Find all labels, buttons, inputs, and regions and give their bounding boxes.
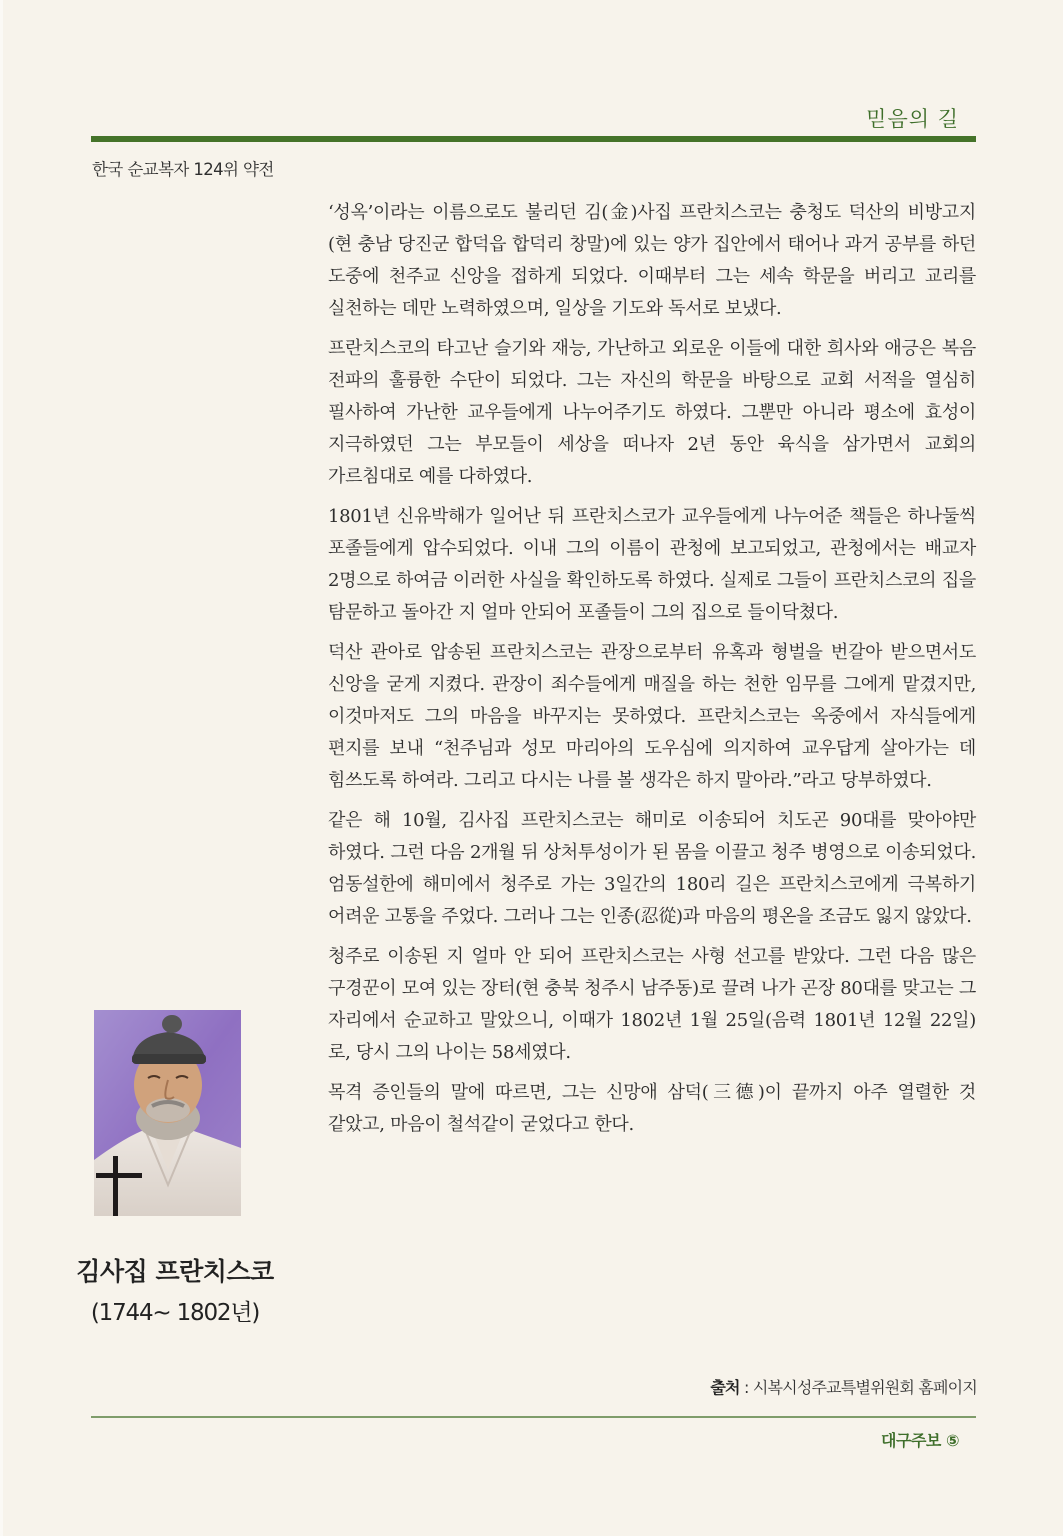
article-paragraph: 목격 증인들의 말에 따르면, 그는 신망애 삼덕(三德)이 끝까지 아주 열렬한 것 같았고, 마음이 철석같이 굳었다고 한다. bbox=[328, 1082, 976, 1135]
section-title: 믿음의 길 bbox=[866, 107, 959, 131]
article-paragraph: 같은 해 10월, 김사집 프란치스코는 해미로 이송되어 치도곤 90대를 맞아야만 하였다. 그런 다음 2개월 뒤 상처투성이가 된 몸을 이끌고 청주 병영으로 이송되었다. 엄동설한에 해미에서 청주로 가는 3일간의 180리 길은 프란치스코에게 극복하기 어려운 고통을 주었다. 그러나 그는 인종(忍從)과 마음의 평온을 조금도 잃지 않았다. bbox=[328, 810, 976, 927]
article-paragraph: 프란치스코의 타고난 슬기와 재능, 가난하고 외로운 이들에 대한 희사와 애긍은 복음 전파의 훌륭한 수단이 되었다. 그는 자신의 학문을 바탕으로 교회 서적을 열심히 필사하여 가난한 교우들에게 나누어주기도 하였다. 그뿐만 아니라 평소에 효성이 지극하였던 그는 부모들이 세상을 떠나자 2년 동안 육식을 삼가면서 교회의 가르침대로 예를 다하였다. bbox=[328, 338, 976, 487]
article-paragraph: 청주로 이송된 지 얼마 안 되어 프란치스코는 사형 선고를 받았다. 그런 다음 많은 구경꾼이 모여 있는 장터(현 충북 청주시 남주동)로 끌려 나가 곤장 80대를 맞고는 그 자리에서 순교하고 말았으니, 이때가 1802년 1월 25일(음력 1801년 12월 22일)로, 당시 그의 나이는 58세였다. bbox=[328, 946, 976, 1063]
series-label: 한국 순교복자 124위 약전 bbox=[92, 160, 274, 179]
footer-divider bbox=[91, 1416, 976, 1418]
source-credit bbox=[710, 1375, 977, 1398]
article-body bbox=[328, 197, 976, 1149]
article-paragraph: 덕산 관아로 압송된 프란치스코는 관장으로부터 유혹과 형벌을 번갈아 받으면서도 신앙을 굳게 지켰다. 관장이 죄수들에게 매질을 하는 천한 임무를 그에게 맡겼지만, 이것마저도 그의 마음을 바꾸지는 못하였다. 프란치스코는 옥중에서 자식들에게 편지를 보내 “천주님과 성모 마리아의 도우심에 의지하여 교우답게 살아가는 데 힘쓰도록 하여라. 그리고 다시는 나를 볼 생각은 하지 말아라.”라고 당부하였다. bbox=[328, 642, 976, 791]
portrait-image bbox=[94, 1010, 241, 1216]
source-separator: : bbox=[739, 1378, 753, 1397]
header-divider bbox=[91, 136, 976, 142]
source-text: 시복시성주교특별위원회 홈페이지 bbox=[752, 1378, 977, 1397]
publication-page-label: 대구주보 ⑤ bbox=[881, 1431, 959, 1450]
portrait-illustration bbox=[94, 1010, 241, 1216]
martyr-name: 김사집 프란치스코 bbox=[76, 1257, 274, 1286]
article-paragraph: ‘성옥’이라는 이름으로도 불리던 김(金)사집 프란치스코는 충청도 덕산의 비방고지(현 충남 당진군 합덕읍 합덕리 창말)에 있는 양가 집안에서 태어나 과거 공부를 하던 도중에 천주교 신앙을 접하게 되었다. 이때부터 그는 세속 학문을 버리고 교리를 실천하는 데만 노력하였으며, 일상을 기도와 독서로 보냈다. bbox=[328, 202, 976, 319]
source-label: 출처 bbox=[710, 1378, 740, 1397]
martyr-years: (1744~ 1802년) bbox=[90, 1300, 260, 1326]
page-edge bbox=[0, 0, 3, 1536]
article-paragraph: 1801년 신유박해가 일어난 뒤 프란치스코가 교우들에게 나누어준 책들은 하나둘씩 포졸들에게 압수되었다. 이내 그의 이름이 관청에 보고되었고, 관청에서는 배교자 2명으로 하여금 이러한 사실을 확인하도록 하였다. 실제로 그들이 프란치스코의 집을 탐문하고 돌아간 지 얼마 안되어 포졸들이 그의 집으로 들이닥쳤다. bbox=[328, 506, 976, 623]
